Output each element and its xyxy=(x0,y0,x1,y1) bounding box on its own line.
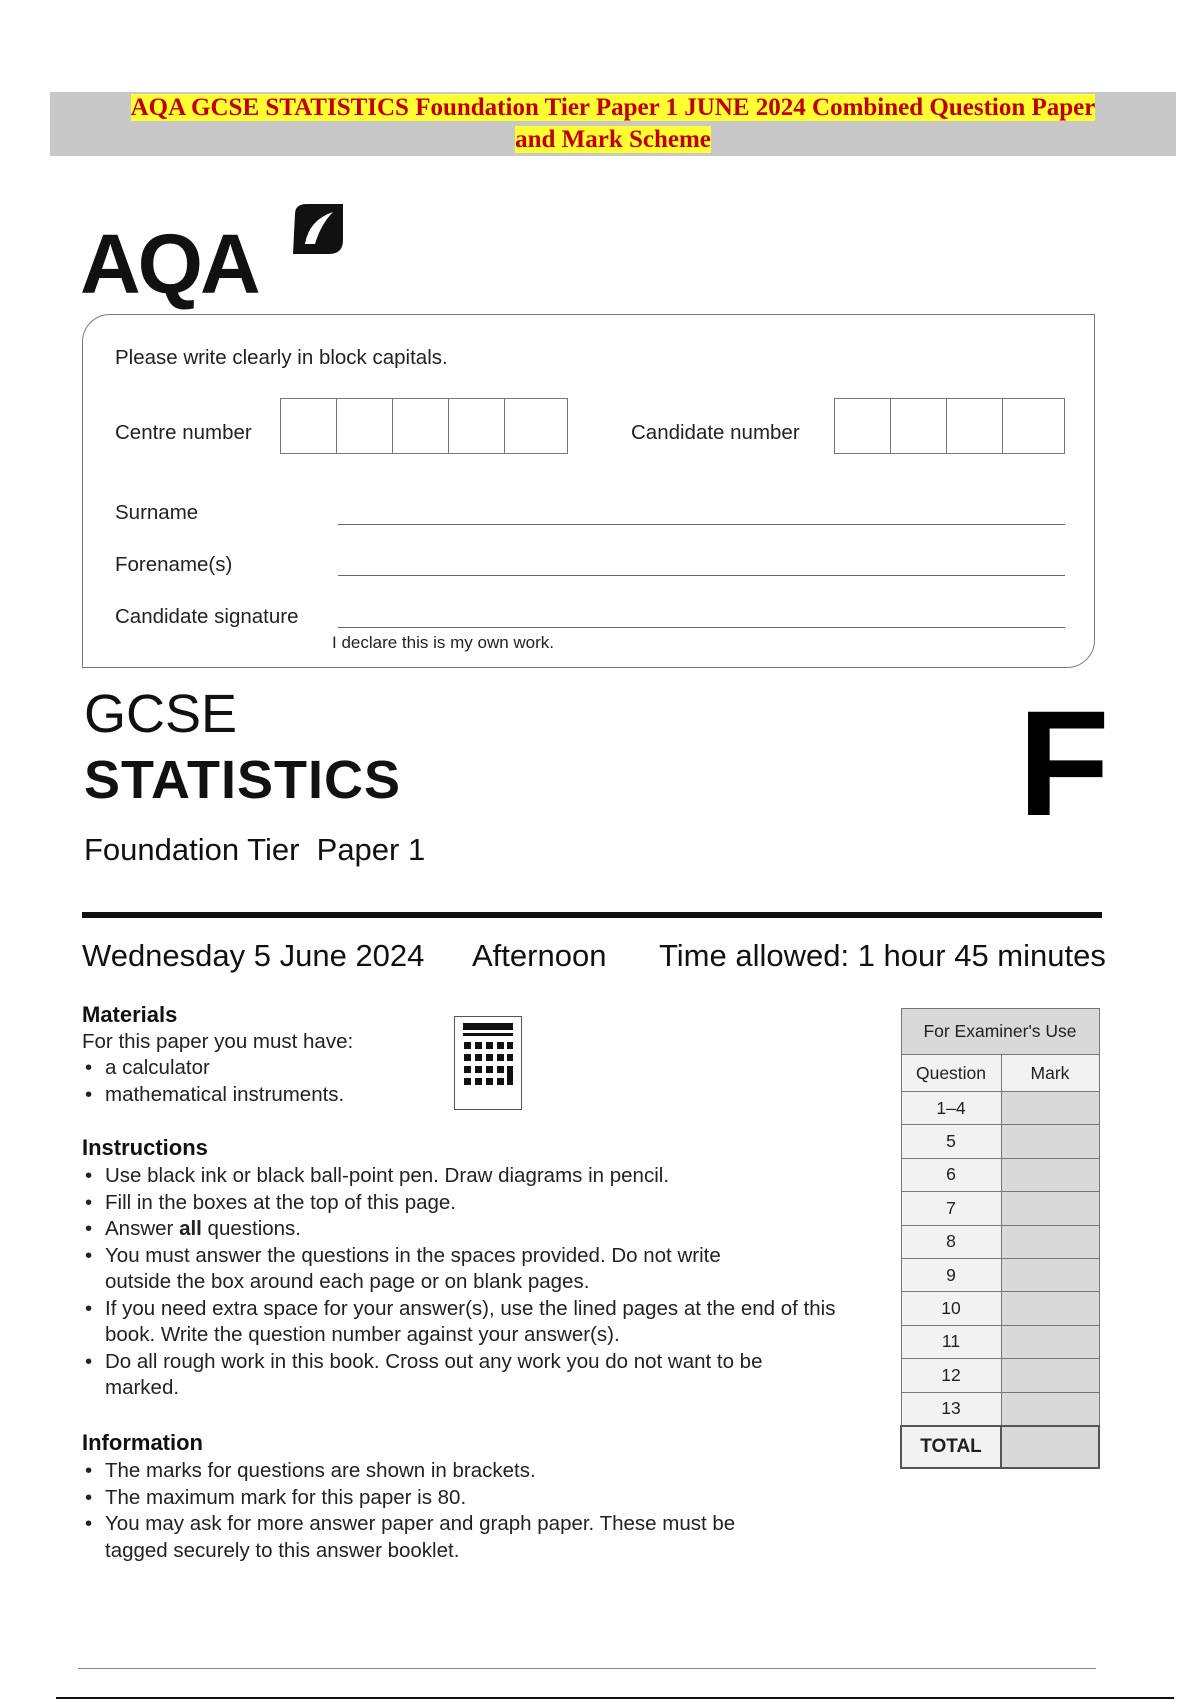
candidate-number-label: Candidate number xyxy=(631,421,800,444)
instructions-heading: Instructions xyxy=(82,1135,208,1160)
question-number: 1–4 xyxy=(901,1092,1001,1125)
question-column-header: Question xyxy=(901,1055,1001,1092)
table-row xyxy=(901,1392,1099,1426)
tier-paper-title: Foundation Tier Paper 1 xyxy=(84,832,426,867)
list-item: • You may ask for more answer paper and graph paper. These must be tagged securely to this answer booklet. xyxy=(82,1511,802,1564)
mark-cell[interactable] xyxy=(1001,1325,1099,1358)
exam-date: Wednesday 5 June 2024 xyxy=(82,938,425,973)
materials-intro: For this paper you must have: xyxy=(82,1030,354,1053)
aqa-leaf-icon xyxy=(285,200,345,262)
total-label: TOTAL xyxy=(901,1426,1001,1468)
mark-cell[interactable] xyxy=(1001,1225,1099,1258)
centre-number-boxes xyxy=(280,398,568,454)
surname-label: Surname xyxy=(115,501,199,524)
table-row xyxy=(901,1192,1099,1225)
mark-cell[interactable] xyxy=(1001,1158,1099,1191)
exam-session: Afternoon xyxy=(472,938,607,973)
answer-all-post: questions. xyxy=(201,1217,302,1240)
list-item: • If you need extra space for your answer(s), use the lined pages at the end of this book. Write the question number against your answer(s). xyxy=(82,1296,885,1349)
forename-label: Forename(s) xyxy=(115,553,233,576)
candidate-number-cell[interactable] xyxy=(1003,399,1059,453)
mark-cell[interactable] xyxy=(1001,1392,1099,1426)
information-list xyxy=(82,1458,802,1564)
table-row xyxy=(901,1158,1099,1191)
surname-field[interactable] xyxy=(338,524,1065,525)
question-number: 13 xyxy=(901,1392,1001,1426)
banner-title xyxy=(50,92,1176,156)
mark-cell[interactable] xyxy=(1001,1292,1099,1325)
candidate-number-cell[interactable] xyxy=(835,399,891,453)
block-capitals-instruction: Please write clearly in block capitals. xyxy=(115,346,448,369)
total-row xyxy=(901,1426,1099,1468)
list-item: • The maximum mark for this paper is 80. xyxy=(82,1485,802,1512)
list-item: • mathematical instruments. xyxy=(82,1082,344,1109)
question-number: 12 xyxy=(901,1359,1001,1392)
calculator-icon xyxy=(454,1016,522,1110)
tier-letter: F xyxy=(1018,679,1110,847)
centre-number-cell[interactable] xyxy=(281,399,337,453)
time-allowed: Time allowed: 1 hour 45 minutes xyxy=(659,938,1106,973)
page-bottom-rule xyxy=(56,1697,1174,1699)
footer-divider xyxy=(78,1668,1096,1669)
mark-cell[interactable] xyxy=(1001,1092,1099,1125)
table-row xyxy=(901,1258,1099,1291)
question-number: 5 xyxy=(901,1125,1001,1158)
question-number: 6 xyxy=(901,1158,1001,1191)
answer-all-bold: all xyxy=(179,1217,202,1240)
mark-cell[interactable] xyxy=(1001,1125,1099,1158)
candidate-number-cell[interactable] xyxy=(891,399,947,453)
mark-cell[interactable] xyxy=(1001,1359,1099,1392)
question-number: 7 xyxy=(901,1192,1001,1225)
signature-field[interactable] xyxy=(338,627,1065,628)
mark-column-header: Mark xyxy=(1001,1055,1099,1092)
subject-title: STATISTICS xyxy=(84,750,401,810)
mark-cell[interactable] xyxy=(1001,1258,1099,1291)
instructions-list xyxy=(82,1163,862,1402)
candidate-number-cell[interactable] xyxy=(947,399,1003,453)
centre-number-label: Centre number xyxy=(115,421,252,444)
examiner-use-heading: For Examiner's Use xyxy=(901,1009,1099,1055)
information-heading: Information xyxy=(82,1430,203,1455)
table-row xyxy=(901,1225,1099,1258)
candidate-number-boxes xyxy=(834,398,1065,454)
list-item: • The marks for questions are shown in brackets. xyxy=(82,1458,802,1485)
aqa-logo-text: AQA xyxy=(80,217,258,311)
table-row xyxy=(901,1125,1099,1158)
examiner-use-table xyxy=(900,1008,1100,1469)
qualification-title: GCSE xyxy=(84,684,238,744)
aqa-logo xyxy=(80,200,360,311)
question-number: 10 xyxy=(901,1292,1001,1325)
list-item: • You must answer the questions in the spaces provided. Do not write outside the box around each page or on blank pages. xyxy=(82,1243,765,1296)
list-item xyxy=(82,1216,862,1243)
materials-heading: Materials xyxy=(82,1002,178,1027)
centre-number-cell[interactable] xyxy=(393,399,449,453)
declaration-text: I declare this is my own work. xyxy=(332,633,555,652)
forename-field[interactable] xyxy=(338,575,1065,576)
table-row xyxy=(901,1092,1099,1125)
question-number: 9 xyxy=(901,1258,1001,1291)
total-mark-cell[interactable] xyxy=(1001,1426,1099,1468)
mark-cell[interactable] xyxy=(1001,1192,1099,1225)
question-number: 11 xyxy=(901,1325,1001,1358)
banner-title-line2: and Mark Scheme xyxy=(515,126,711,153)
list-item: • a calculator xyxy=(82,1055,344,1082)
signature-label: Candidate signature xyxy=(115,605,299,628)
list-item: • Fill in the boxes at the top of this page. xyxy=(82,1190,862,1217)
list-item: • Use black ink or black ball-point pen. Draw diagrams in pencil. xyxy=(82,1163,862,1190)
table-row xyxy=(901,1359,1099,1392)
materials-list xyxy=(82,1055,344,1108)
banner-title-line1: AQA GCSE STATISTICS Foundation Tier Paper 1 JUNE 2024 Combined Question Paper xyxy=(130,94,1096,121)
title-divider xyxy=(82,912,1102,918)
table-row xyxy=(901,1292,1099,1325)
centre-number-cell[interactable] xyxy=(505,399,561,453)
table-row xyxy=(901,1325,1099,1358)
centre-number-cell[interactable] xyxy=(337,399,393,453)
centre-number-cell[interactable] xyxy=(449,399,505,453)
question-number: 8 xyxy=(901,1225,1001,1258)
answer-all-pre: Answer xyxy=(105,1217,180,1240)
list-item: • Do all rough work in this book. Cross out any work you do not want to be marked. xyxy=(82,1349,765,1402)
